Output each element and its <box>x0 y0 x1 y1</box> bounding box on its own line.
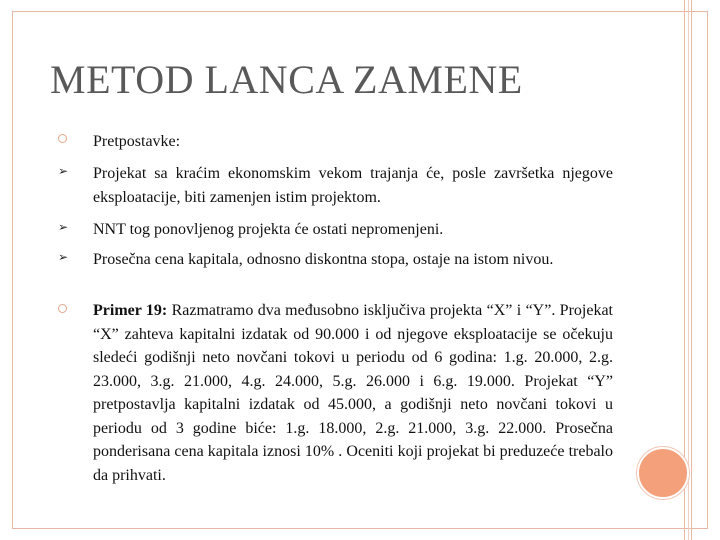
arrow-bullet-icon: ➢ <box>58 250 69 264</box>
bullet-item: Projekat sa kraćim ekonomskim vekom trajanja će, posle završetka njegove eksploatacije, biti zamenjen istim projektom. <box>93 165 613 206</box>
arrow-bullet-icon: ➢ <box>58 220 69 234</box>
bullet-item: Pretpostavke: <box>93 133 181 150</box>
example-label: Primer 19: <box>93 302 168 319</box>
arrow-bullet-icon: ➢ <box>58 164 69 178</box>
slide-title: METOD LANCA ZAMENE <box>50 57 523 102</box>
ring-bullet-icon <box>58 134 67 143</box>
example-text: Razmatramo dva međusobno isključiva projekta “X” i “Y”. Projekat “X” zahteva kapitalni izdatak od 90.000 i od njegove eksploatacije se očekuju sledeći godišnji neto novčani tokovi u periodu od 6 godina: 1.g. 20.000, 2.g. 23.000, 3.g. 21.000, 4.g. 24.000, 5.g. 26.000 i 6.g. 19.000. Projekat “Y” pretpostavlja kapitalni izdatak od 45.000, a godišnji neto novčani tokovi u periodu od 3 godine biće: 1.g. 18.000, 2.g. 21.000, 3.g. 22.000. Prosečna ponderisana cena kapitala iznosi 10% . Oceniti koji projekat bi preduzeće trebalo da prihvati. <box>93 302 614 484</box>
bullet-item-example <box>93 299 613 487</box>
bullet-item: NNT tog ponovljenog projekta će ostati nepromenjeni. <box>93 221 444 238</box>
bullet-item: Prosečna cena kapitala, odnosno diskontna stopa, ostaje na istom nivou. <box>93 251 554 268</box>
ring-bullet-icon <box>58 304 67 313</box>
